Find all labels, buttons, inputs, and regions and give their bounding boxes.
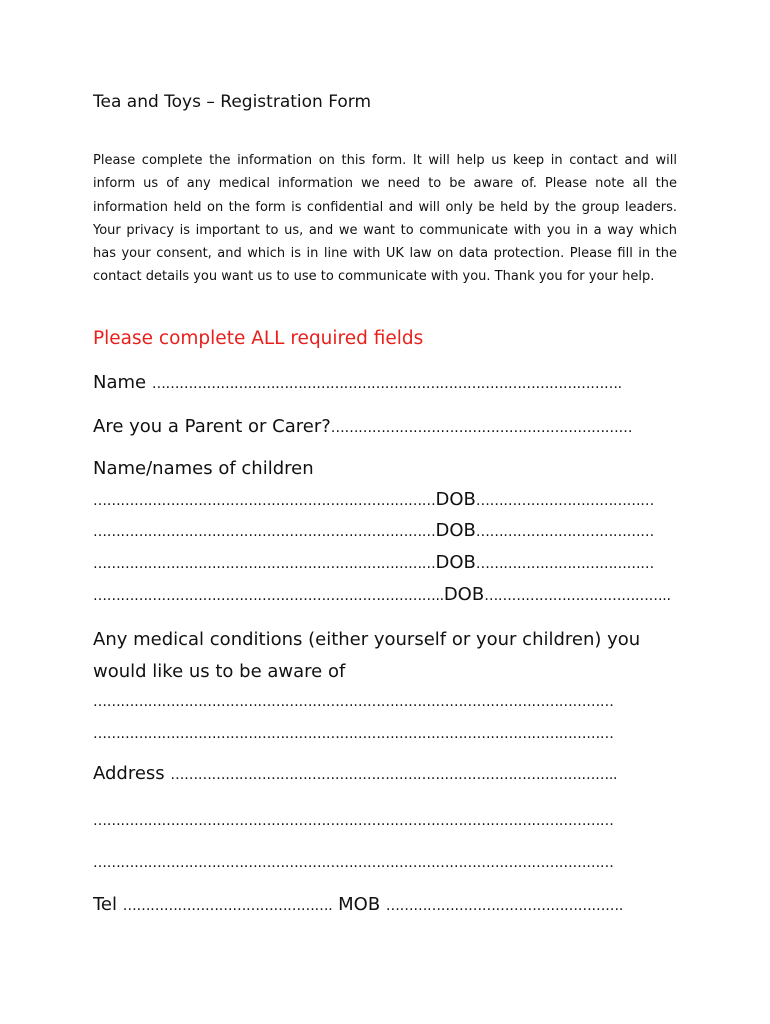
child-name-blank[interactable]: ………………………………………………………………… [93,556,436,572]
address-blank-line[interactable] [93,851,614,872]
child-name-blank[interactable]: ………………………………………………………………….. [93,588,444,604]
child-row[interactable] [93,552,654,573]
form-title: Tea and Toys – Registration Form [93,92,372,112]
medical-blank[interactable]: …………………………………………………………………………………………………… [93,694,614,710]
tel-label: Tel [93,894,118,915]
tel-blank[interactable]: ………………………………………. [122,898,333,914]
child-name-blank[interactable]: ………………………………………………………………… [93,524,436,540]
dob-label: DOB [435,489,476,510]
mob-blank[interactable]: ……………………………………………. [385,898,623,914]
address-blank[interactable]: …………………………………………………………………………………………………… [93,813,614,829]
mob-label: MOB [338,894,381,915]
name-field-row[interactable] [93,372,622,393]
child-row[interactable] [93,489,654,510]
name-label: Name [93,372,147,393]
phone-field-row[interactable] [93,894,623,915]
child-row[interactable] [93,584,671,605]
required-fields-note: Please complete ALL required fields [93,328,424,349]
child-dob-blank[interactable]: ………………………………….. [484,588,671,604]
child-dob-blank[interactable]: ………………………………… [475,524,655,540]
medical-conditions-label: Any medical conditions (either yourself or your children) you would like us to be aware of [93,629,641,682]
child-dob-blank[interactable]: ………………………………… [475,493,655,509]
name-blank[interactable]: …………………………………………………………………………………………. [151,376,622,392]
parent-carer-blank[interactable]: ………………………………………………………… [330,420,633,436]
parent-carer-label: Are you a Parent or Carer? [93,416,331,437]
address-blank[interactable]: …………………………………………………………………………………….. [170,767,618,783]
address-blank-line[interactable] [93,809,614,830]
medical-blank-line[interactable] [93,690,614,711]
dob-label: DOB [443,584,485,605]
intro-paragraph: Please complete the information on this form. It will help us keep in contact and will inform us of any medical information we need to be aware of. Please note all the information held on the form is confidential and will only be held by the group leaders. Your privacy is important to us, and we want to communicate with you in a way which has your consent, and which is in line with UK law on data protection. Please fill in the contact details you want us to use to communicate with you. Thank you for your help. [93,153,677,285]
child-row[interactable] [93,520,654,541]
child-name-blank[interactable]: ………………………………………………………………… [93,493,436,509]
address-blank[interactable]: …………………………………………………………………………………………………… [93,855,614,871]
parent-carer-field-row[interactable] [93,416,632,437]
child-dob-blank[interactable]: ………………………………… [475,556,655,572]
dob-label: DOB [435,520,476,541]
address-label: Address [93,763,165,784]
address-field-row[interactable] [93,763,617,784]
medical-blank-line[interactable] [93,722,614,743]
medical-blank[interactable]: …………………………………………………………………………………………………… [93,726,614,742]
children-label: Name/names of children [93,458,314,479]
dob-label: DOB [435,552,476,573]
